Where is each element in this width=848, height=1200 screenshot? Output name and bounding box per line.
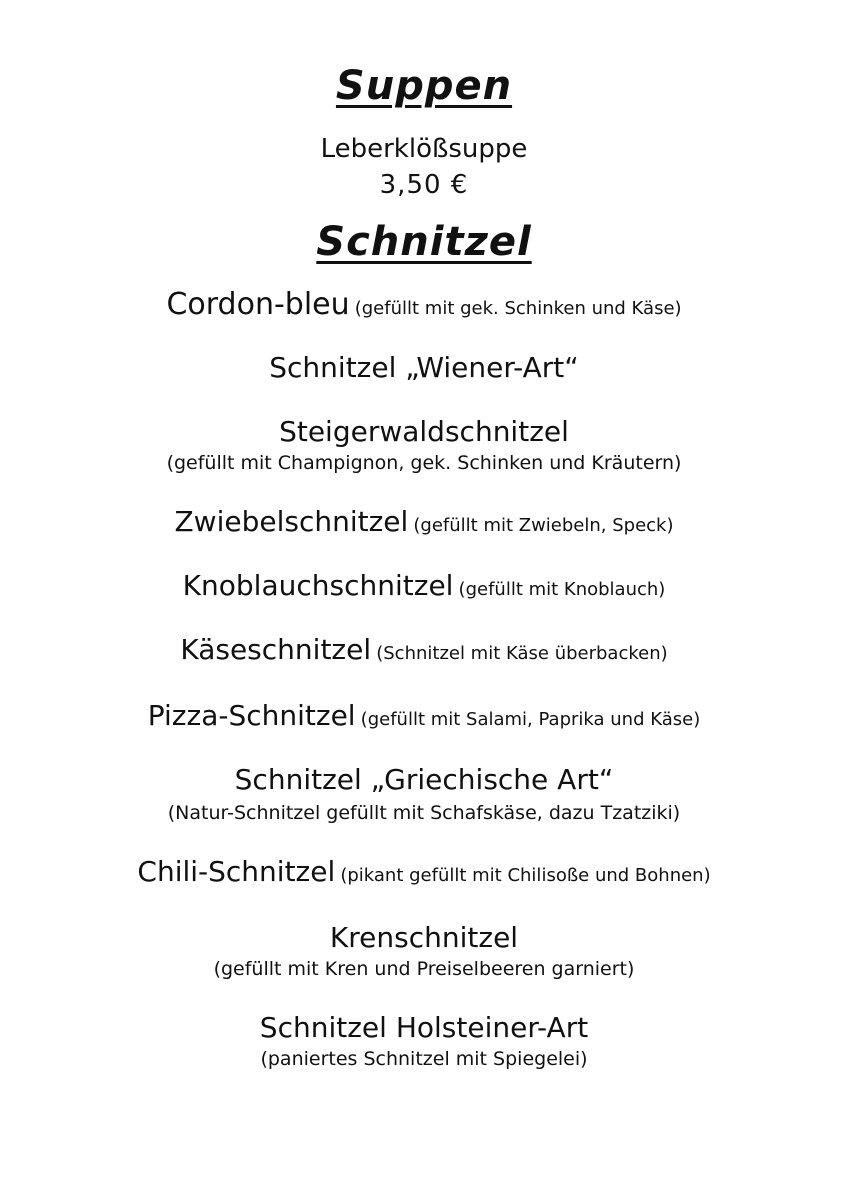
menu-item-kaese: [0, 633, 848, 666]
menu-item-zwiebel: [0, 505, 848, 538]
dish-description-griechisch: (Natur-Schnitzel gefüllt mit Schafskäse, dazu Tzatziki): [167, 802, 681, 824]
suppen-heading: Suppen: [335, 63, 513, 109]
dish-description: (gefüllt mit Salami, Paprika und Käse): [360, 709, 701, 730]
dish-name-steigerwald: Steigerwaldschnitzel: [279, 415, 569, 448]
dish-name: Käseschnitzel: [180, 633, 372, 666]
dish-name-holsteiner: Schnitzel Holsteiner-Art: [259, 1011, 589, 1044]
menu-item-cordon-bleu: [0, 287, 848, 322]
dish-name: Pizza-Schnitzel: [147, 699, 356, 732]
dish-description: (gefüllt mit Zwiebeln, Speck): [413, 515, 674, 536]
dish-description: (Schnitzel mit Käse überbacken): [376, 643, 668, 664]
schnitzel-heading: Schnitzel: [316, 219, 532, 265]
menu-item-knoblauch: [0, 569, 848, 602]
dish-description-steigerwald: (gefüllt mit Champignon, gek. Schinken und Kräutern): [166, 452, 682, 474]
dish-description-holsteiner: (paniertes Schnitzel mit Spiegelei): [260, 1048, 588, 1070]
menu-item-pizza: [0, 699, 848, 732]
soup-price: 3,50 €: [379, 170, 469, 200]
dish-name: Zwiebelschnitzel: [174, 505, 409, 538]
menu-item-wiener-art: [0, 351, 848, 384]
soup-name: Leberklößsuppe: [320, 134, 528, 164]
dish-description-kren: (gefüllt mit Kren und Preiselbeeren garniert): [213, 958, 635, 980]
dish-name: Chili-Schnitzel: [137, 855, 336, 888]
dish-name-griechisch: Schnitzel „Griechische Art“: [234, 763, 614, 796]
dish-name-kren: Krenschnitzel: [329, 921, 519, 954]
dish-name: Knoblauchschnitzel: [182, 569, 454, 602]
dish-description: (pikant gefüllt mit Chilisoße und Bohnen): [340, 865, 711, 886]
dish-description: (gefüllt mit gek. Schinken und Käse): [354, 298, 682, 319]
dish-description: (gefüllt mit Knoblauch): [458, 579, 666, 600]
dish-name: Cordon-bleu: [166, 287, 350, 322]
menu-item-chili: [0, 855, 848, 888]
dish-name: Schnitzel „Wiener-Art“: [269, 351, 579, 384]
